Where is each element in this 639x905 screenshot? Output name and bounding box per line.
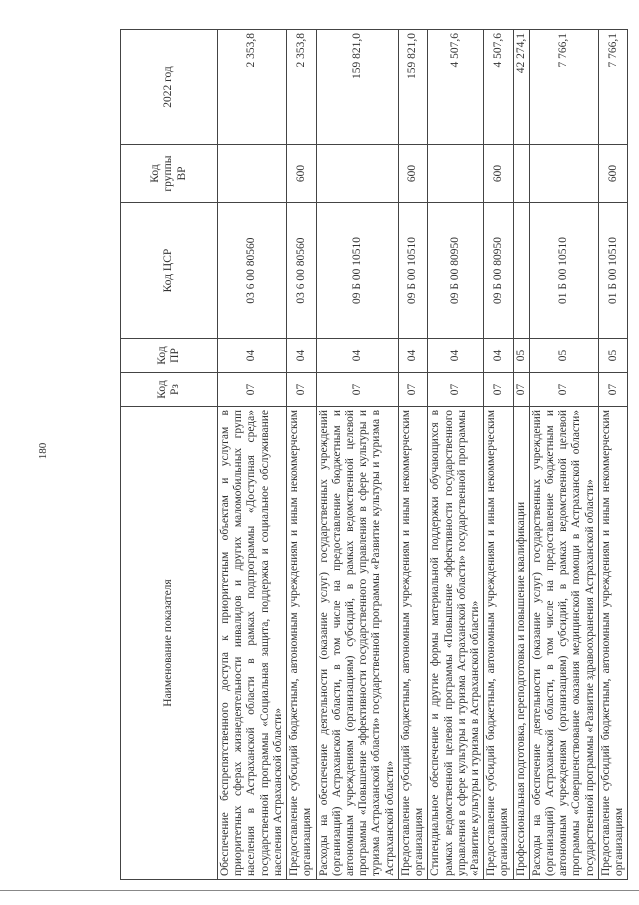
cell-name: Стипендиальное обеспечение и другие формы материальной поддержки обучающихся в рамках ведомственной целевой программы «Повышение эффективности государственного управления в сфере культуры и туризма Астраханской области» государственной программы «Развитие культуры и туризма в Астраханской области» [428, 407, 484, 880]
cell-csr: 09 Б 00 80950 [428, 203, 484, 339]
header-rz: Код Рз [121, 373, 218, 407]
table-row [398, 30, 427, 880]
cell-amount: 4 507,6 [428, 30, 484, 145]
bottom-rule [0, 890, 639, 891]
cell-pr: 04 [218, 339, 287, 373]
cell-pr: 04 [398, 339, 427, 373]
budget-table [120, 29, 628, 880]
page-number: 180 [37, 442, 49, 460]
table-region [120, 30, 639, 880]
header-csr: Код ЦСР [121, 203, 218, 339]
cell-vr [428, 145, 484, 203]
cell-name: Расходы на обеспечение деятельности (оказание услуг) государственных учреждений (организаций) Астраханской области, в том числе на предоставление бюджетным и автономным учреждениям (организациям) субсидий, в рамках ведомственной целевой программы «Совершенствование оказания медицинской помощи в Астраханской области» государственной программы «Развитие здравоохранения Астраханской области» [529, 407, 598, 880]
cell-rz: 07 [398, 373, 427, 407]
cell-vr: 600 [484, 145, 513, 203]
cell-amount: 2 353,8 [287, 30, 316, 145]
cell-name: Расходы на обеспечение деятельности (оказание услуг) государственных учреждений (организаций) Астраханской области, в том числе на предоставление бюджетным и автономным учреждениям (организациям) субсидий, в рамках ведомственной целевой программы «Повышение эффективности государственного управления в сфере культуры и туризма Астраханской области» государственной программы «Развитие культуры и туризма в Астраханской области» [316, 407, 398, 880]
cell-vr [529, 145, 598, 203]
cell-amount: 7 766,1 [529, 30, 598, 145]
cell-rz: 07 [598, 373, 627, 407]
table-row [529, 30, 598, 880]
cell-pr: 04 [316, 339, 398, 373]
cell-csr: 03 6 00 80560 [218, 203, 287, 339]
header-pr: Код ПР [121, 339, 218, 373]
cell-amount: 159 821,0 [316, 30, 398, 145]
table-row [484, 30, 513, 880]
cell-amount: 2 353,8 [218, 30, 287, 145]
cell-csr [513, 203, 529, 339]
cell-rz: 07 [316, 373, 398, 407]
cell-csr: 09 Б 00 10510 [316, 203, 398, 339]
cell-vr: 600 [598, 145, 627, 203]
rotated-page [120, 30, 639, 880]
cell-amount: 7 766,1 [598, 30, 627, 145]
header-year: 2022 год [121, 30, 218, 145]
table-row [218, 30, 287, 880]
cell-name: Предоставление субсидий бюджетным, автономным учреждениям и иным некоммерческим организациям [484, 407, 513, 880]
cell-csr: 01 Б 00 10510 [529, 203, 598, 339]
cell-pr: 05 [529, 339, 598, 373]
cell-vr [513, 145, 529, 203]
cell-rz: 07 [428, 373, 484, 407]
cell-name: Предоставление субсидий бюджетным, автономным учреждениям и иным некоммерческим организациям [598, 407, 627, 880]
cell-rz: 07 [513, 373, 529, 407]
cell-csr: 01 Б 00 10510 [598, 203, 627, 339]
cell-rz: 07 [529, 373, 598, 407]
cell-name: Предоставление субсидий бюджетным, автономным учреждениям и иным некоммерческим организациям [398, 407, 427, 880]
cell-amount: 42 274,1 [513, 30, 529, 145]
cell-rz: 07 [218, 373, 287, 407]
cell-pr: 05 [598, 339, 627, 373]
cell-rz: 07 [287, 373, 316, 407]
cell-pr: 04 [428, 339, 484, 373]
table-row [316, 30, 398, 880]
cell-name: Предоставление субсидий бюджетным, автономным учреждениям и иным некоммерческим организациям [287, 407, 316, 880]
cell-vr: 600 [398, 145, 427, 203]
table-row [428, 30, 484, 880]
cell-pr: 04 [484, 339, 513, 373]
cell-vr [218, 145, 287, 203]
header-name: Наименование показателя [121, 407, 218, 880]
cell-name: Профессиональная подготовка, переподготовка и повышение квалификации [513, 407, 529, 880]
cell-rz: 07 [484, 373, 513, 407]
cell-csr: 09 Б 00 80950 [484, 203, 513, 339]
cell-pr: 04 [287, 339, 316, 373]
table-row [598, 30, 627, 880]
table-row [287, 30, 316, 880]
cell-amount: 159 821,0 [398, 30, 427, 145]
cell-csr: 09 Б 00 10510 [398, 203, 427, 339]
table-row [513, 30, 529, 880]
cell-vr [316, 145, 398, 203]
header-row [121, 30, 218, 880]
header-vr: Код группы ВР [121, 145, 218, 203]
cell-name: Обеспечение беспрепятственного доступа к приоритетным объектам и услугам в приоритетных сферах жизнедеятельности инвалидов и других маломобильных групп населения в Астраханской области в рамках подпрограммы «Доступная среда» государственной программы «Социальная защита, поддержка и социальное обслуживание населения Астраханской области» [218, 407, 287, 880]
cell-amount: 4 507,6 [484, 30, 513, 145]
cell-vr: 600 [287, 145, 316, 203]
cell-pr: 05 [513, 339, 529, 373]
cell-csr: 03 6 00 80560 [287, 203, 316, 339]
